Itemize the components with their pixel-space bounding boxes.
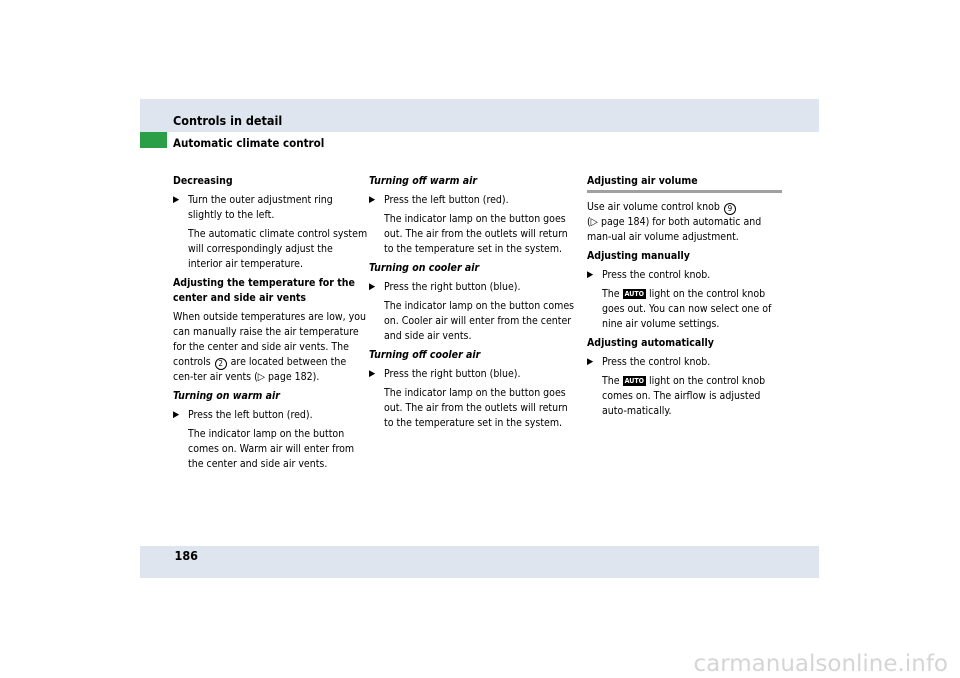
heading-warm-air-off: Turning off warm air (369, 175, 478, 187)
heading-warm-air-on: Turning on warm air (173, 390, 280, 402)
section-title: Automatic climate control (173, 136, 325, 150)
callout-number-icon: 2 (215, 358, 227, 370)
heading-adjusting-manually: Adjusting manually (587, 250, 690, 262)
note-text: light on the control knob comes on. The airflow is adjusted auto-matically. (602, 375, 766, 417)
section-heading-air-volume: Adjusting air volume (587, 174, 782, 193)
note-text: The (602, 375, 620, 387)
step-arrow-icon: ▶ (173, 410, 180, 420)
auto-icon: AUTO (624, 290, 644, 298)
step-item (587, 355, 782, 370)
note-text: The (602, 288, 620, 300)
auto-icon: AUTO (624, 377, 644, 385)
step-item (369, 280, 576, 295)
step-text: Press the left button (red). (188, 409, 313, 421)
paragraph-use-knob (587, 200, 782, 245)
step-arrow-icon: ▶ (587, 357, 594, 367)
step-item (173, 193, 368, 223)
footer-band (140, 546, 819, 578)
step-text: Press the right button (blue). (384, 368, 521, 380)
heading-adjusting-temperature: Adjusting the temperature for the center and side air vents (173, 277, 355, 304)
heading-adjusting-automatically: Adjusting automatically (587, 337, 714, 349)
step-text: Press the left button (red). (384, 194, 509, 206)
paragraph-text: When outside temperatures are low, you can manually raise the air temperature for the center and side air vents. The controls (173, 311, 366, 368)
step-arrow-icon: ▶ (369, 195, 376, 205)
step-text: Press the control knob. (602, 269, 711, 281)
paragraph-outside-temperatures (173, 310, 368, 385)
paragraph-text: Use air volume control knob (587, 201, 720, 213)
step-arrow-icon: ▶ (173, 195, 180, 205)
step-note: The indicator lamp on the button goes out. The air from the outlets will return to the temperature set in the system. (384, 213, 568, 255)
section-color-tab (140, 132, 167, 148)
step-note: The indicator lamp on the button comes on. Warm air will enter from the center and side air vents. (188, 428, 355, 470)
step-arrow-icon: ▶ (369, 369, 376, 379)
note-text: light on the control knob goes out. You can now select one of nine air volume settings. (602, 288, 772, 330)
step-item (173, 408, 368, 423)
callout-number-icon: 9 (724, 203, 736, 215)
watermark: carmanualsonline.info (693, 651, 948, 677)
step-note: The indicator lamp on the button comes on. Cooler air will enter from the center and side air vents. (384, 300, 575, 342)
step-note: The indicator lamp on the button goes out. The air from the outlets will return to the temperature set in the system. (384, 387, 568, 429)
column-1 (173, 174, 368, 476)
page-number: 186 (174, 548, 198, 563)
column-3 (587, 174, 782, 423)
step-text: Press the control knob. (602, 356, 711, 368)
step-text: Turn the outer adjustment ring slightly to the left. (188, 194, 333, 221)
heading-cooler-air-off: Turning off cooler air (369, 349, 481, 361)
step-arrow-icon: ▶ (587, 270, 594, 280)
step-note (587, 287, 782, 332)
paragraph-text: (▷ page 184) for both automatic and man-ual air volume adjustment. (587, 216, 762, 243)
chapter-title: Controls in detail (173, 113, 283, 128)
heading-cooler-air-on: Turning on cooler air (369, 262, 480, 274)
step-note: The automatic climate control system will correspondingly adjust the interior air temperature. (188, 228, 368, 270)
step-arrow-icon: ▶ (369, 282, 376, 292)
heading-decreasing: Decreasing (173, 175, 233, 187)
step-text: Press the right button (blue). (384, 281, 521, 293)
step-item (369, 367, 576, 382)
step-item (587, 268, 782, 283)
column-2 (369, 174, 576, 435)
step-item (369, 193, 576, 208)
paragraph-text: are located between the cen-ter air vents (▷ page 182). (173, 356, 347, 383)
step-note (587, 374, 782, 419)
